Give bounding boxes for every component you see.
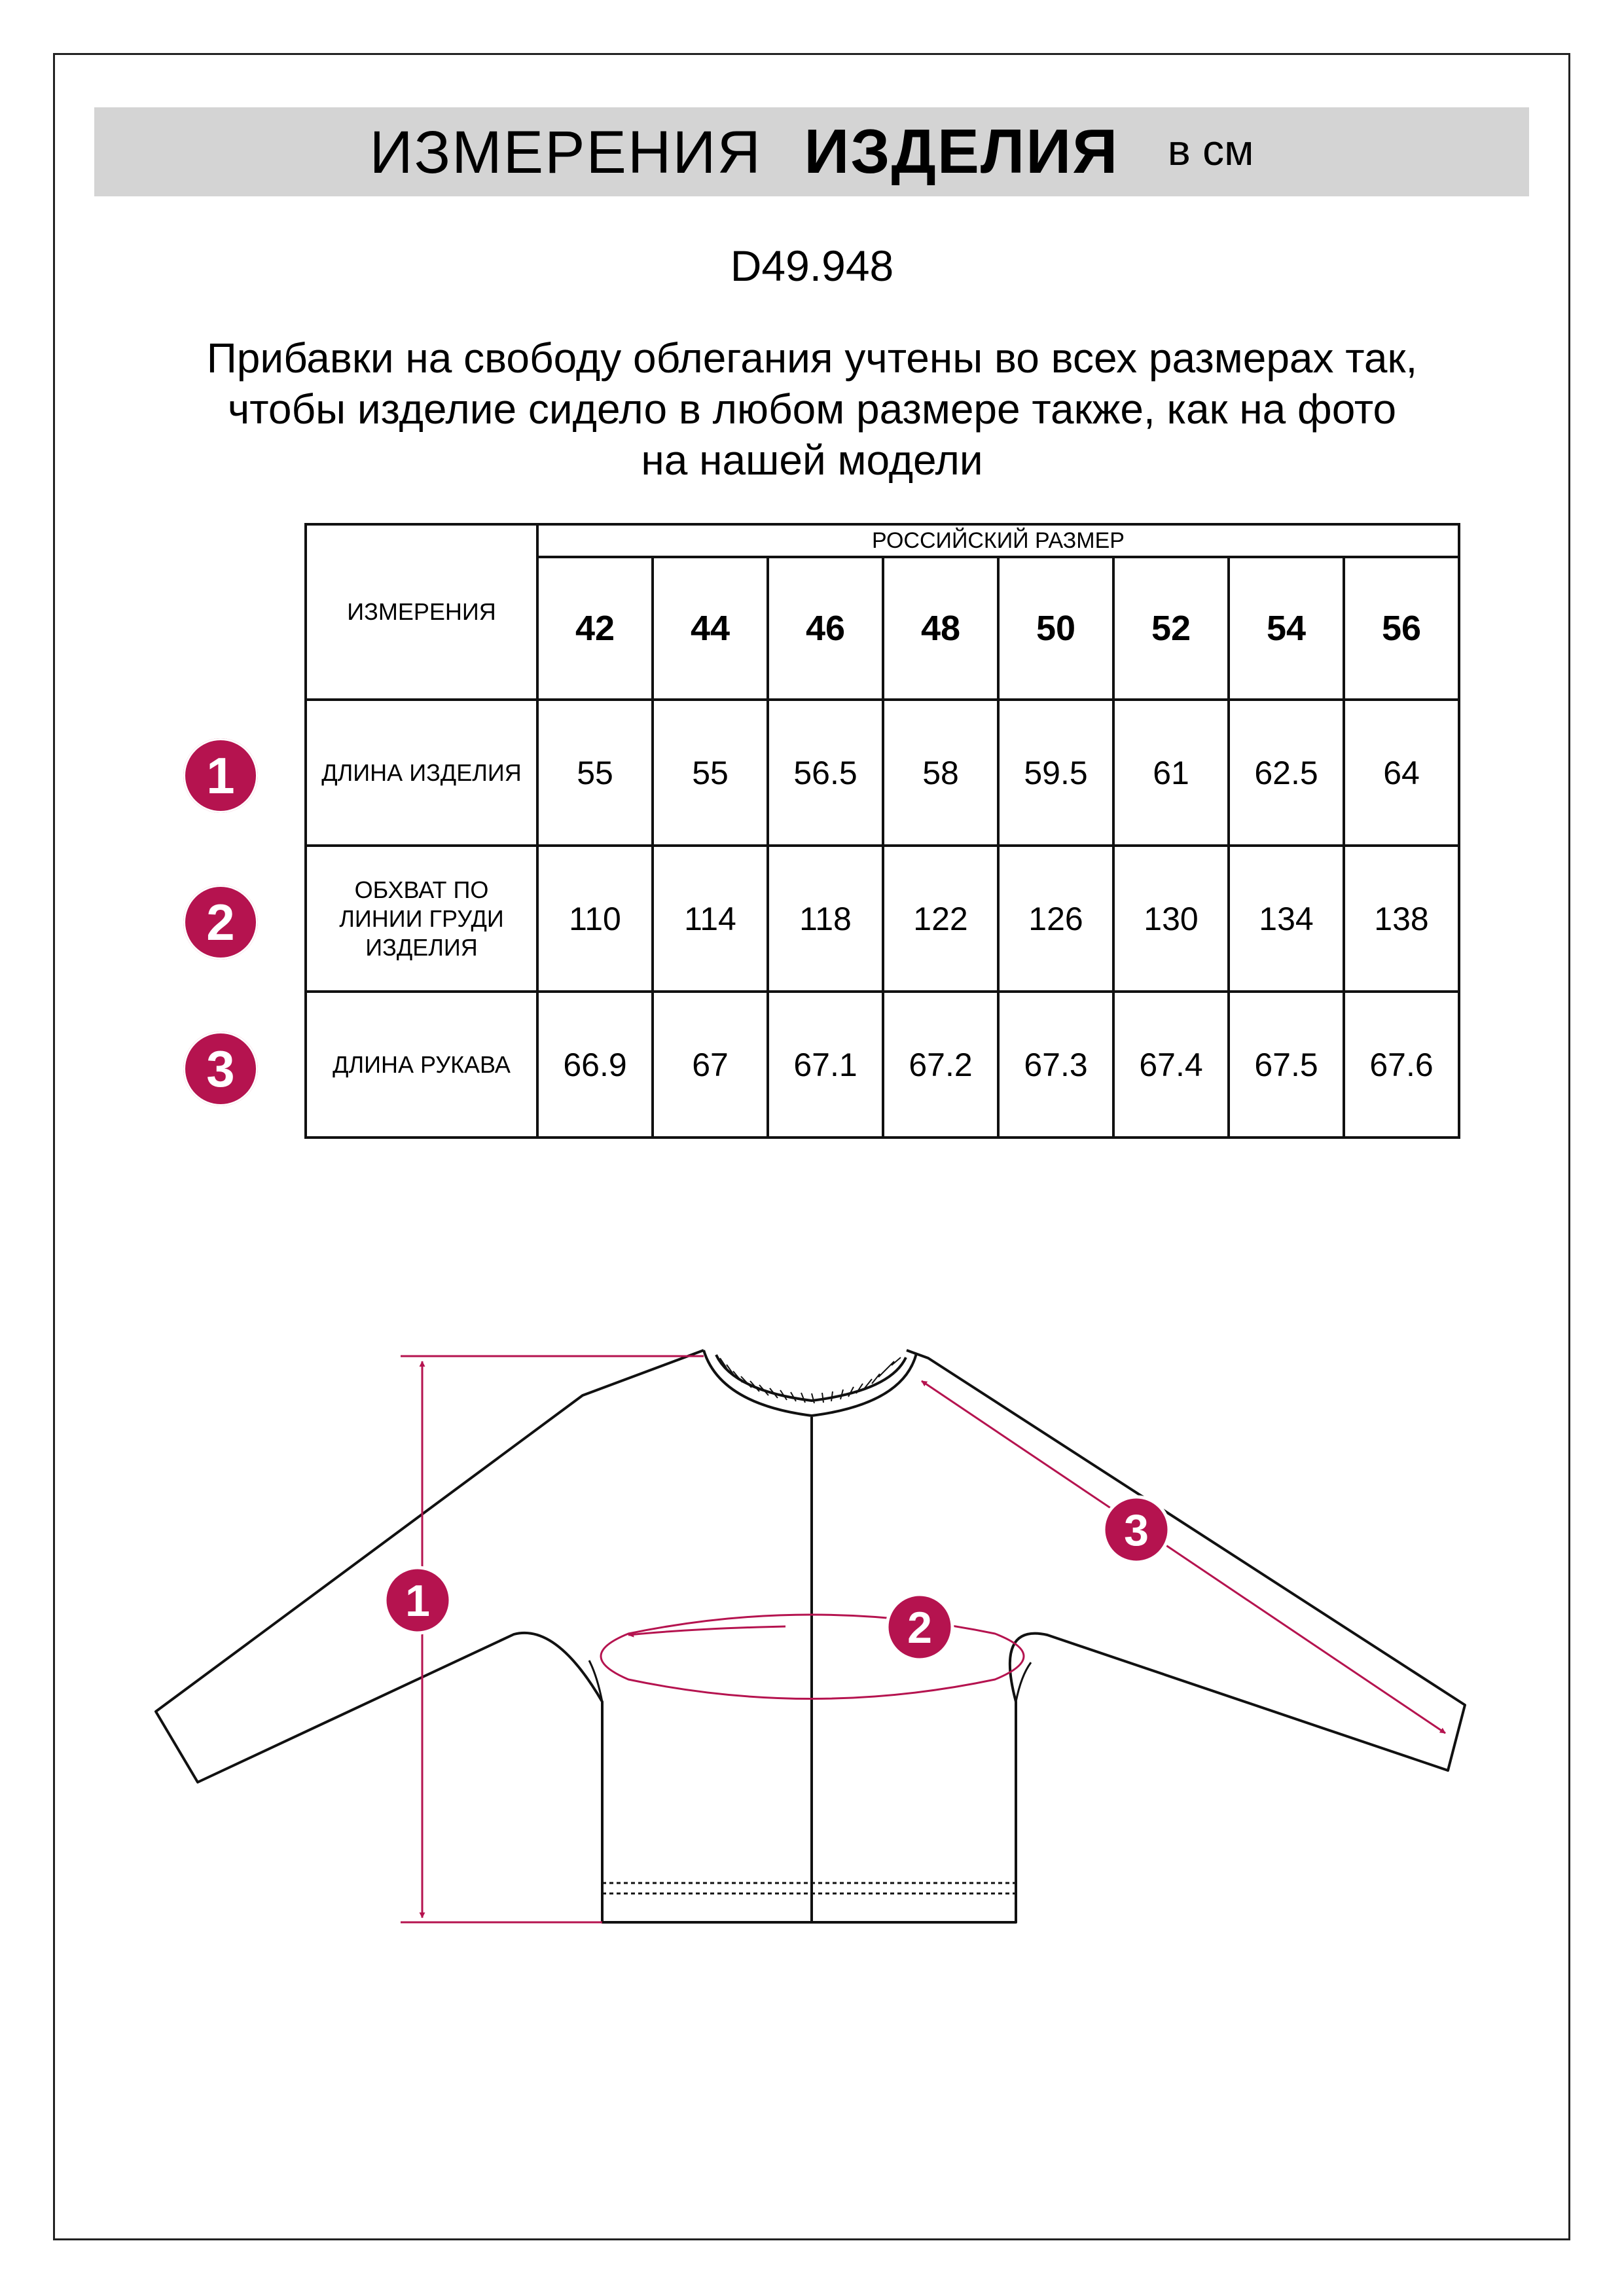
title-light: ИЗМЕРЕНИЯ bbox=[369, 119, 762, 186]
value-cell: 67.2 bbox=[883, 992, 998, 1138]
value-cell: 122 bbox=[883, 846, 998, 992]
row-number-badge: 1 bbox=[183, 738, 258, 813]
value-cell: 67.5 bbox=[1229, 992, 1344, 1138]
value-cell: 64 bbox=[1344, 700, 1459, 846]
value-cell: 67 bbox=[653, 992, 768, 1138]
size-header: 50 bbox=[998, 557, 1113, 700]
value-cell: 56.5 bbox=[768, 700, 883, 846]
diagram-badge-label: 1 bbox=[405, 1576, 430, 1626]
size-header: 56 bbox=[1344, 557, 1459, 700]
value-cell: 67.6 bbox=[1344, 992, 1459, 1138]
armhole-right bbox=[1016, 1662, 1031, 1702]
value-cell: 67.4 bbox=[1113, 992, 1229, 1138]
diagram-badge-label: 2 bbox=[907, 1603, 932, 1653]
value-cell: 55 bbox=[537, 700, 653, 846]
sweater-outline bbox=[156, 1350, 1465, 1922]
diagram-badge-2 bbox=[887, 1594, 952, 1660]
neckline bbox=[704, 1350, 916, 1416]
value-cell: 61 bbox=[1113, 700, 1229, 846]
value-cell: 110 bbox=[537, 846, 653, 992]
size-header: 54 bbox=[1229, 557, 1344, 700]
size-header: 52 bbox=[1113, 557, 1229, 700]
size-header: 42 bbox=[537, 557, 653, 700]
measurements-header: ИЗМЕРЕНИЯ bbox=[306, 524, 537, 700]
value-cell: 67.1 bbox=[768, 992, 883, 1138]
chest-arrow bbox=[628, 1626, 785, 1635]
size-header: 44 bbox=[653, 557, 768, 700]
size-header: 46 bbox=[768, 557, 883, 700]
diagram-badge-1 bbox=[385, 1568, 450, 1633]
value-cell: 118 bbox=[768, 846, 883, 992]
value-cell: 126 bbox=[998, 846, 1113, 992]
neck-rib-hatching bbox=[720, 1357, 901, 1403]
diagram-badge-label: 3 bbox=[1124, 1505, 1149, 1555]
value-cell: 59.5 bbox=[998, 700, 1113, 846]
value-cell: 138 bbox=[1344, 846, 1459, 992]
armhole-left bbox=[589, 1660, 602, 1702]
neck-rib-inner bbox=[716, 1355, 906, 1401]
value-cell: 130 bbox=[1113, 846, 1229, 992]
value-cell: 67.3 bbox=[998, 992, 1113, 1138]
value-cell: 114 bbox=[653, 846, 768, 992]
row-label: ДЛИНА ИЗДЕЛИЯ bbox=[306, 700, 537, 846]
article-code: D49.948 bbox=[730, 242, 894, 290]
fit-note-line: чтобы изделие сидело в любом размере также, как на фото bbox=[227, 386, 1397, 433]
fit-note-line: Прибавки на свободу облегания учтены во всех размерах так, bbox=[206, 334, 1418, 382]
value-cell: 66.9 bbox=[537, 992, 653, 1138]
row-label: ДЛИНА РУКАВА bbox=[306, 992, 537, 1138]
title-unit: в см bbox=[1167, 126, 1254, 174]
row-label: ОБХВАТ ПО ЛИНИИ ГРУДИ ИЗДЕЛИЯ bbox=[306, 846, 537, 992]
value-cell: 62.5 bbox=[1229, 700, 1344, 846]
title-bold: ИЗДЕЛИЯ bbox=[804, 117, 1119, 187]
diagram-badge-3 bbox=[1104, 1497, 1169, 1562]
fit-note-line: на нашей модели bbox=[641, 437, 983, 484]
value-cell: 134 bbox=[1229, 846, 1344, 992]
row-number-badge: 2 bbox=[183, 885, 258, 960]
value-cell: 58 bbox=[883, 700, 998, 846]
size-header: 48 bbox=[883, 557, 998, 700]
sweater-left-side bbox=[156, 1350, 812, 1922]
value-cell: 55 bbox=[653, 700, 768, 846]
size-group-header: РОССИЙСКИЙ РАЗМЕР bbox=[537, 524, 1459, 557]
row-number-badge: 3 bbox=[183, 1031, 258, 1106]
measure-length bbox=[401, 1356, 704, 1922]
